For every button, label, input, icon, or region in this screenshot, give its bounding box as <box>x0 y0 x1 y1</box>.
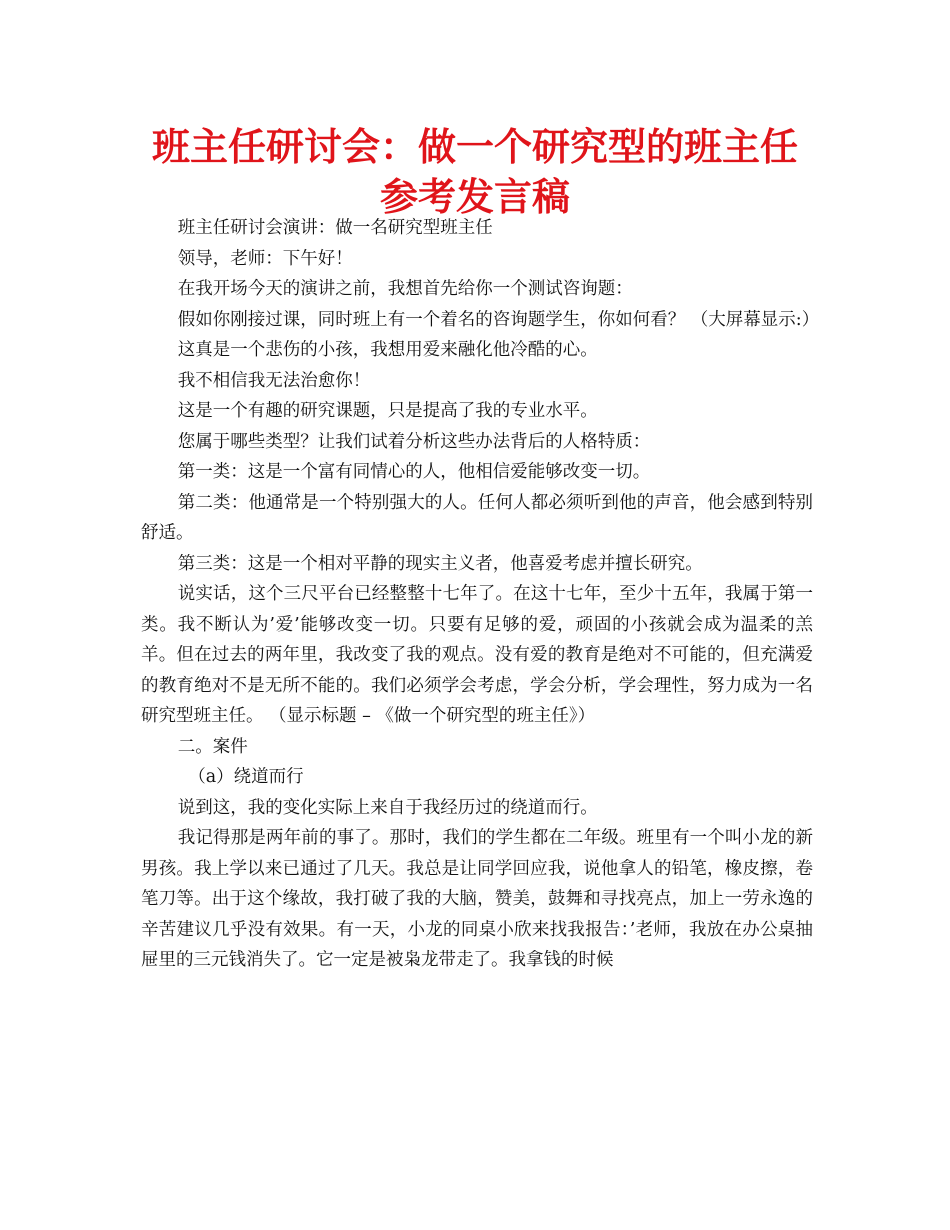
paragraph: 我记得那是两年前的事了。那时，我们的学生都在二年级。班里有一个叫小龙的新男孩。我上学以来已通过了几天。我总是让同学回应我，说他拿人的铅笔，橡皮擦，卷笔刀等。出于这个缘故，我打破了我的大脑，赞美，鼓舞和寻找亮点，加上一劳永逸的辛苦建议几乎没有效果。有一天，小龙的同桌小欣来找我报告：’老师，我放在办公桌抽屉里的三元钱消失了。它一定是被枭龙带走了。我拿钱的时候 <box>141 828 813 970</box>
paragraph: 班主任研讨会演讲：做一名研究型班主任 <box>177 218 493 238</box>
document-title: 班主任研讨会：做一个研究型的班主任参考发言稿 <box>151 125 798 219</box>
paragraph: 这真是一个悲伤的小孩，我想用爱来融化他冷酷的心。 <box>177 340 598 360</box>
paragraph: 领导，老师：下午好！ <box>177 248 353 269</box>
paragraph: 假如你刚接过课，同时班上有一个着名的咨询题学生，你如何看？ （大屏幕显示:） <box>177 309 820 330</box>
paragraph: 我不相信我无法治愈你！ <box>177 370 371 391</box>
document-body <box>141 213 820 976</box>
paragraph: 这是一个有趣的研究课题，只是提高了我的专业水平。 <box>177 401 598 421</box>
paragraph: 在我开场今天的演讲之前，我想首先给你一个测试咨询题： <box>177 279 633 299</box>
paragraph: 二。案件 <box>177 736 248 757</box>
paragraph: 第二类：他通常是一个特别强大的人。任何人都必须听到他的声音，他会感到特别舒适。 <box>141 492 813 543</box>
paragraph: 您属于哪些类型？让我们试着分析这些办法背后的人格特质： <box>177 431 651 452</box>
paragraph: 第三类：这是一个相对平静的现实主义者，他喜爱考虑并擅长研究。 <box>177 553 703 574</box>
paragraph: 说实话，这个三尺平台已经整整十七年了。在这十七年，至少十五年，我属于第一类。我不断认为’爱’能够改变一切。只要有足够的爱，顽固的小孩就会成为温柔的羔羊。但在过去的两年里，我改变了我的观点。没有爱的教育是绝对不可能的，但充满爱的教育绝对不是无所不能的。我们必须学会考虑，学会分析，学会理性，努力成为一名研究型班主任。 （显示标题 – 《做一个研究型的班主任》） <box>141 584 813 726</box>
paragraph: 第一类：这是一个富有同情心的人，他相信爱能够改变一切。 <box>177 462 651 482</box>
paragraph: （a）绕道而行 <box>188 767 304 787</box>
paragraph: 说到这，我的变化实际上来自于我经历过的绕道而行。 <box>177 797 598 818</box>
